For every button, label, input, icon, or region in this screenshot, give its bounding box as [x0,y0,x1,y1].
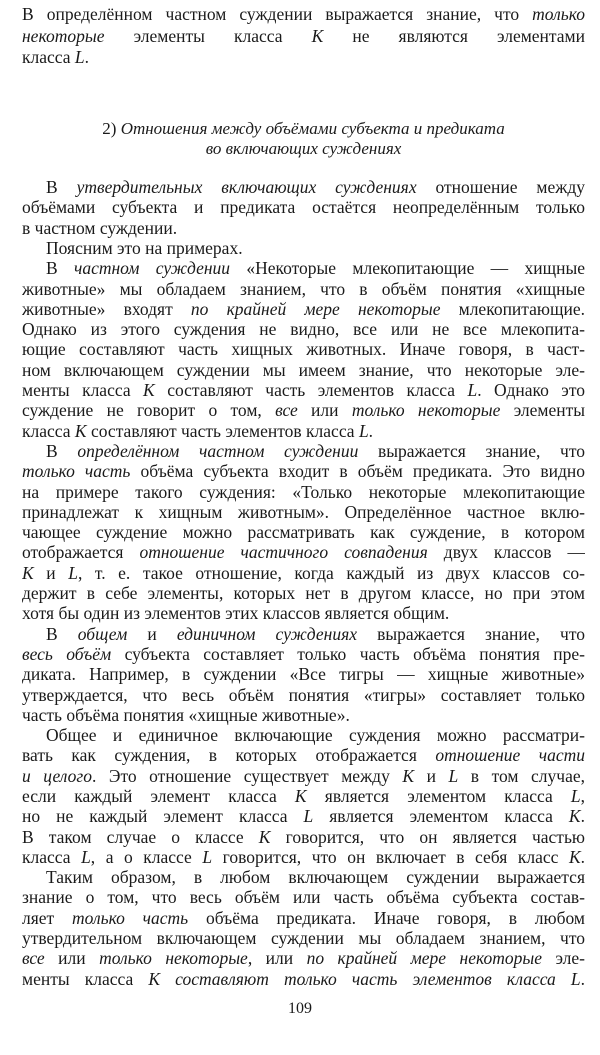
italic-text: только часть [72,907,189,928]
text: говорится, что он является частью [270,826,585,847]
text-line [22,26,585,48]
text-line [22,360,585,380]
italic-text: единичном суждениях [176,623,357,644]
italic-text: частном суждении [74,258,231,279]
text: субъекта составляет только часть объёма понятия пре- [111,643,585,664]
text: часть объёма понятия «хищные животные». [22,704,350,725]
text-line [22,380,585,400]
text-line [22,319,585,339]
text: . [580,968,585,989]
text: Таким образом, в любом включающем суждении выражается [46,867,585,888]
section-heading [22,119,585,160]
text: В [46,623,78,644]
italic-text: отношение части [435,745,585,766]
italic-text: L [448,765,459,786]
text: суждение не говорит о том, [22,400,276,421]
italic-text: K [258,826,271,847]
text: держит в себе элементы, которых нет в другом классе, но при этом [22,583,585,604]
italic-text: K [311,25,324,46]
italic-text: составляют только часть элементов класса [175,968,571,989]
text: , или [247,948,307,969]
text: , а о классе [90,846,203,867]
text-line [22,969,585,989]
italic-text: L [303,806,314,827]
text-line [22,644,585,664]
text: «Некоторые млекопитающие — хищные [230,258,585,279]
text-line [22,4,585,26]
italic-text: все [275,400,298,421]
text-line [22,563,585,583]
text: составляют часть элементов класса [86,420,359,441]
text: ляет [22,907,73,928]
paragraph [22,238,585,258]
text-line [22,745,585,765]
italic-text: L [358,420,369,441]
italic-text: все [22,948,45,969]
text-line [22,664,585,684]
text: утверждается, что весь объём понятия «тигры» составляет только [22,684,585,705]
italic-text: весь объём [22,643,112,664]
text-line [22,685,585,705]
italic-text: L [570,786,581,806]
italic-text: только некоторые [99,948,248,969]
text: объёма субъекта входит в объём предиката. Это видно [130,461,585,482]
text: В таком случае о классе [22,826,259,847]
text: диката. Например, в суждении «Все тигры — хищные животные» [22,664,585,685]
italic-text: некоторые [22,25,105,46]
text: млекопитающие. [440,298,585,319]
text: В определённом частном суждении выражается знание, что [22,4,533,24]
italic-text: L [68,562,78,583]
italic-text: L [81,846,91,867]
text: объёма предиката. Иначе говоря, в любом [188,907,585,928]
paragraph [22,177,585,238]
text: но не каждый элемент класса [22,806,304,827]
text: отображается [22,542,140,563]
text: или [44,948,100,969]
text-line [22,238,585,258]
italic-text: общем [77,623,128,644]
italic-text: Отношения между объёмами субъекта и предиката [120,118,505,138]
text: , [580,786,585,806]
text-line [22,887,585,907]
text: менты класса [22,968,149,989]
text: объёмами субъекта и предиката остаётся неопределённым только [22,197,585,218]
text-line [22,766,585,786]
text: эле- [542,948,585,969]
italic-text: K [148,968,161,989]
text: или [297,400,352,421]
italic-text: только некоторые [351,400,501,421]
text: . Это отношение существует между [91,765,403,786]
text-line [22,400,585,420]
paragraph [22,258,585,441]
italic-text: K [568,846,581,867]
text-line [22,908,585,928]
text-line [22,279,585,299]
text: В [46,440,78,461]
text: класса [22,47,75,67]
text [160,969,175,989]
italic-text: только часть [22,461,131,482]
text-line [22,218,585,238]
text-line [22,847,585,867]
text-line [22,867,585,887]
italic-text: L [74,47,85,67]
paragraph [22,441,585,624]
text: говорится, что он включает в себя класс [212,846,569,867]
italic-text: утвердительных включающих суждениях [76,177,417,198]
text-line [22,827,585,847]
text: и [127,623,177,644]
text-line [22,725,585,745]
text: Однако из этого суждения не видно, все или не все млекопита- [22,319,585,340]
text: и [33,562,69,583]
text: . [368,420,374,441]
italic-text: L [467,380,478,401]
text: . [84,47,90,67]
text: животные» входят [22,298,191,319]
text: отношение между [416,177,585,198]
text-line [22,928,585,948]
italic-text: во включающих суждениях [205,138,402,158]
text: Общее и единичное включающие суждения можно рассматри- [46,725,585,746]
text: . [580,806,585,827]
text: Поясним это на примерах. [46,237,243,258]
italic-text: K [22,562,34,583]
text-line [22,461,585,481]
text: выражается знание, что [356,623,585,644]
italic-text: только [532,4,585,24]
italic-text: K [568,806,581,827]
italic-text: K [143,380,155,401]
text: ном включающем суждении мы имеем знание, что некоторые эле- [22,359,585,380]
text-line [22,786,585,806]
paragraph [22,624,585,725]
text-line [22,197,585,217]
text-line [22,948,585,968]
text: является элементом класса [306,786,571,806]
text: В [46,258,74,279]
italic-text: определённом частном суждении [77,440,359,461]
italic-text: K [74,420,87,441]
text-line [22,119,585,139]
text: хотя бы один из элементов этих классов является общим. [22,603,450,624]
italic-text: K [402,765,415,786]
text: принадлежат к хищным животным». Определённое частное вклю- [22,501,585,522]
text-line [22,139,585,159]
text: в том случае, [458,765,585,786]
text: элементы класса [104,25,312,46]
text: если каждый элемент класса [22,786,295,806]
text: вать как суждения, в которых отображается [22,745,436,766]
text-line [22,542,585,562]
italic-text: отношение частичного совпадения [139,542,428,563]
text-line [22,583,585,603]
text-line [22,421,585,441]
text-line [22,624,585,644]
text: чающее суждение можно рассматривать как суждение, в котором [22,522,585,543]
text: не являются элементами [323,25,585,46]
text-line [22,482,585,502]
text: двух классов — [427,542,585,563]
text-line [22,603,585,623]
page-number: 109 [288,1000,312,1017]
text: В [46,177,77,198]
italic-text: K [294,786,307,806]
text-line [22,299,585,319]
text: животные» мы обладаем знанием, что в объём понятия «хищные [22,278,585,299]
italic-text: по крайней мере некоторые [306,948,543,969]
text: менты класса [22,380,144,401]
italic-text: по крайней мере некоторые [190,298,441,319]
text: класса [22,420,75,441]
text: ющие составляют часть хищных животных. Иначе говоря, в част- [22,339,585,360]
paragraph [22,867,585,989]
text: и [414,765,449,786]
text: 2) [102,118,121,138]
text: . Однако это [477,380,585,401]
text-line [22,177,585,197]
text: в частном суждении. [22,217,178,238]
italic-text: L [202,846,213,867]
italic-text: и целого [22,765,92,786]
paragraph-continued [22,4,585,69]
text: утвердительном включающем суждении мы обладаем знанием, что [22,928,585,949]
text: , т. е. такое отношение, когда каждый из двух классов со- [77,562,585,583]
text: на примере такого суждения: «Только некоторые млекопитающие [22,481,585,502]
text: выражается знание, что [358,440,585,461]
text: класса [22,846,82,867]
text-line [22,705,585,725]
text-line [22,339,585,359]
text-line [22,441,585,461]
text-line [22,47,585,69]
text: . [580,846,585,867]
text-line [22,502,585,522]
paragraph [22,725,585,867]
text: составляют часть элементов класса [154,380,468,401]
page-body [22,4,585,989]
text: знание о том, что весь объём или часть объёма субъекта состав- [22,887,585,908]
text: элементы [500,400,585,421]
text-line [22,806,585,826]
italic-text: L [570,968,581,989]
text-line [22,522,585,542]
text: является элементом класса [313,806,569,827]
text-line [22,258,585,278]
